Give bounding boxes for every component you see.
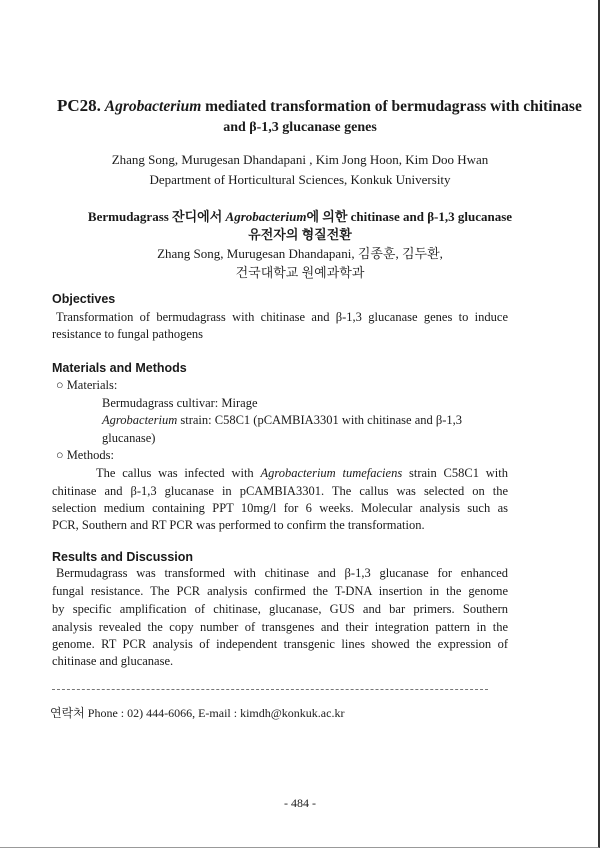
korean-title-line-1 — [0, 206, 600, 225]
methods-line-3: selection medium containing PPT 10mg/l for 6 weeks. Molecular analysis such as — [52, 501, 508, 515]
strain-rest: strain: C58C1 (pCAMBIA3301 with chitinase and β-1,3 — [177, 413, 463, 427]
strain-line — [102, 413, 462, 428]
objectives-heading: Objectives — [52, 292, 116, 306]
title-line-1-rest: mediated transformation of bermudagrass with chitinase — [201, 98, 582, 115]
title-line-2: and β-1,3 glucanase genes — [223, 120, 377, 135]
materials-methods-heading: Materials and Methods — [52, 361, 187, 375]
korean-title-part-b: 에 의한 chitinase and β-1,3 glucanase — [306, 209, 513, 224]
results-line: by specific amplification of chitinase, glucanase, GUS and bar primers. Southern — [52, 602, 508, 616]
authors-korean: Zhang Song, Murugesan Dhandapani, 김종훈, 김두환, — [157, 246, 443, 261]
results-heading: Results and Discussion — [52, 550, 194, 564]
methods-label: ○ Methods: — [56, 448, 114, 462]
korean-title-line-2: 유전자의 형질전환 — [248, 227, 352, 242]
methods-line-4: PCR, Southern and RT PCR was performed to confirm the transformation. — [52, 518, 425, 532]
methods-italic-organism: Agrobacterium tumefaciens — [260, 466, 403, 480]
objectives-line-2: resistance to fungal pathogens — [52, 327, 203, 341]
korean-title-part-a: Bermudagrass 잔디에서 — [87, 209, 226, 224]
cultivar-line: Bermudagrass cultivar: Mirage — [102, 396, 258, 410]
results-line: analysis revealed the copy number of transgenes and their integration pattern in the — [52, 620, 508, 634]
results-line: genome. RT PCR analysis of independent transgenic lines showed the expression of — [52, 637, 508, 651]
affiliation-english: Department of Horticultural Sciences, Konkuk University — [149, 172, 451, 187]
affiliation-korean: 건국대학교 원예과학과 — [235, 265, 365, 280]
authors-english: Zhang Song, Murugesan Dhandapani , Kim Jong Hoon, Kim Doo Hwan — [111, 152, 489, 167]
methods-line-1: The callus was infected with Agrobacterium tumefaciens strain C58C1 with — [96, 466, 508, 480]
strain-italic: Agrobacterium — [102, 413, 178, 427]
methods-line-2: chitinase and β-1,3 glucanase in pCAMBIA3301. The callus was selected on the — [52, 484, 508, 498]
abstract-code: PC28. — [57, 96, 101, 115]
title-italic-term: Agrobacterium — [104, 98, 202, 115]
objectives-line-1: Transformation of bermudagrass with chitinase and β-1,3 glucanase genes to induce — [56, 310, 508, 324]
results-line: fungal resistance. The PCR analysis confirmed the T-DNA insertion in the genome — [52, 584, 508, 598]
results-line: chitinase and glucanase. — [52, 654, 174, 668]
title-line-1 — [57, 96, 582, 116]
bullet-circle-icon: ○ — [56, 378, 64, 392]
materials-label: ○ Materials: — [56, 378, 118, 392]
strain-continuation: glucanase) — [102, 431, 156, 445]
page-number: - 484 - — [284, 796, 316, 810]
contact-info: 연락처 Phone : 02) 444-6066, E-mail : kimdh@konkuk.ac.kr — [50, 706, 345, 720]
footer-divider — [52, 689, 488, 690]
korean-title-italic: Agrobacterium — [225, 209, 307, 224]
results-line: Bermudagrass was transformed with chitinase and β-1,3 glucanase for enhanced — [56, 566, 508, 580]
bullet-circle-icon: ○ — [56, 448, 64, 462]
